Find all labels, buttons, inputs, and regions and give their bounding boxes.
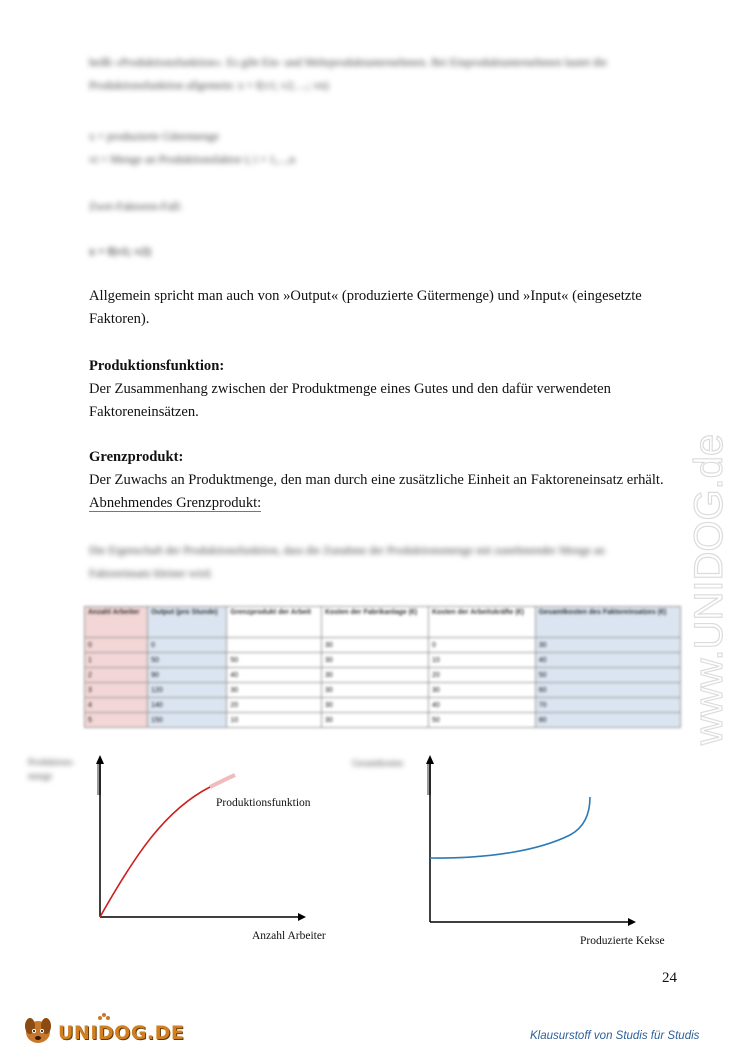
table-cell [227,638,322,653]
definition-produktionsfunktion [89,355,689,424]
production-curve-faded [210,775,235,787]
x-axis-arrow [628,918,636,926]
table-cell: 30 [535,638,680,653]
cost-curve [430,797,590,858]
table-cell: 20 [227,698,322,713]
table-cell: 4 [85,698,148,713]
table-cell: 120 [148,683,227,698]
blurred-formula: x = f(v1; v2) [89,244,151,258]
blurred-case: Zwei-Faktoren-Fall: [89,201,183,213]
table-header: Kosten der Fabrikanlage (€) [321,607,428,638]
chart1-ylabel: Produktions-menge [28,757,75,781]
table-row [85,683,681,698]
table-header: Grenzprodukt der Arbeit [227,607,322,638]
blurred-property: Die Eigenschaft der Produktionsfunktion, dass die Zunahme der Produktionsmenge mit zunehmender Menge an Faktoreinsatz kleiner wird. [89,545,605,580]
watermark [678,290,738,750]
table-cell: 150 [148,713,227,728]
table-cell: 30 [428,683,535,698]
y-axis-arrow [426,755,434,764]
table-cell: 50 [148,653,227,668]
table-cell: 1 [85,653,148,668]
term-abnehmendes-grenzprodukt: Abnehmendes Grenzprodukt: [89,495,262,511]
definition-grenzprodukt [89,446,689,515]
table-cell: 50 [535,668,680,683]
page-number: 24 [662,970,677,986]
table-cell: 0 [85,638,148,653]
table-cell: 5 [85,713,148,728]
table-cell: 2 [85,668,148,683]
table-cell: 30 [321,638,428,653]
chart2-xlabel: Produzierte Kekse [580,935,665,947]
table-cell: 30 [321,668,428,683]
cost-chart [410,755,680,930]
footer-tagline: Klausurstoff von Studis für Studis [530,1030,700,1042]
term-grenzprodukt: Grenzprodukt: [89,449,184,465]
production-curve-label: Produktionsfunktion [216,797,311,809]
table-header: Output (pro Stunde) [148,607,227,638]
table-row [85,713,681,728]
table-cell: 60 [535,683,680,698]
table-cell: 30 [321,713,428,728]
chart2-ylabel: Gesamtkosten [352,758,403,768]
table-row [85,698,681,713]
y-axis-arrow [96,755,104,764]
table-cell: 30 [321,653,428,668]
chart1-xlabel: Anzahl Arbeiter [252,930,326,942]
cost-table [84,606,681,728]
table-cell: 140 [148,698,227,713]
table-header-row [85,607,681,638]
table-row [85,653,681,668]
definition-text: Der Zusammenhang zwischen der Produktmenge eines Gutes und den dafür verwendeten Faktoreneinsätzen. [89,381,611,420]
table-header: Kosten der Arbeitskräfte (€) [428,607,535,638]
production-curve [100,787,210,917]
table-row [85,668,681,683]
table-cell: 3 [85,683,148,698]
blurred-intro: heißt »Produktionsfunktion«. Es gibt Ein- und Mehrproduktunternehmen. Bei Einproduktunternehmen lautet die Produktionsfunktion allgemein: x = f(v1; v2; ...; vn) [89,57,608,92]
blurred-defs [89,126,295,172]
table-cell: 50 [428,713,535,728]
table-cell: 90 [148,668,227,683]
term-produktionsfunktion: Produktionsfunktion: [89,358,225,374]
table-cell: 10 [227,713,322,728]
table-header: Anzahl Arbeiter [85,607,148,638]
def-line: vi = Menge an Produktionsfaktor i; i = 1,...,n [89,154,296,166]
table-cell: 30 [321,683,428,698]
table-header: Gesamtkosten des Faktoreinsatzes (€) [535,607,680,638]
table-cell: 40 [227,668,322,683]
table-cell: 50 [227,653,322,668]
table-cell: 40 [428,698,535,713]
table-row [85,638,681,653]
table-cell: 30 [227,683,322,698]
table-cell: 30 [321,698,428,713]
table-cell: 70 [535,698,680,713]
table-cell: 0 [428,638,535,653]
output-input-paragraph: Allgemein spricht man auch von »Output« (produzierte Gütermenge) und »Input« (eingesetzte Faktoren). [89,288,642,327]
table-cell: 0 [148,638,227,653]
x-axis-arrow [298,913,306,921]
table-cell: 20 [428,668,535,683]
table-cell: 80 [535,713,680,728]
definition-text: Der Zuwachs an Produktmenge, den man durch eine zusätzliche Einheit an Faktoreneinsatz erhält. [89,472,664,488]
table-cell: 10 [428,653,535,668]
def-line: x = produzierte Gütermenge [89,131,220,143]
table-cell: 40 [535,653,680,668]
logo-text: UNIDOG.DE [58,1022,185,1044]
watermark-text: www.UNIDOG.de [687,433,731,745]
production-chart [80,755,400,925]
